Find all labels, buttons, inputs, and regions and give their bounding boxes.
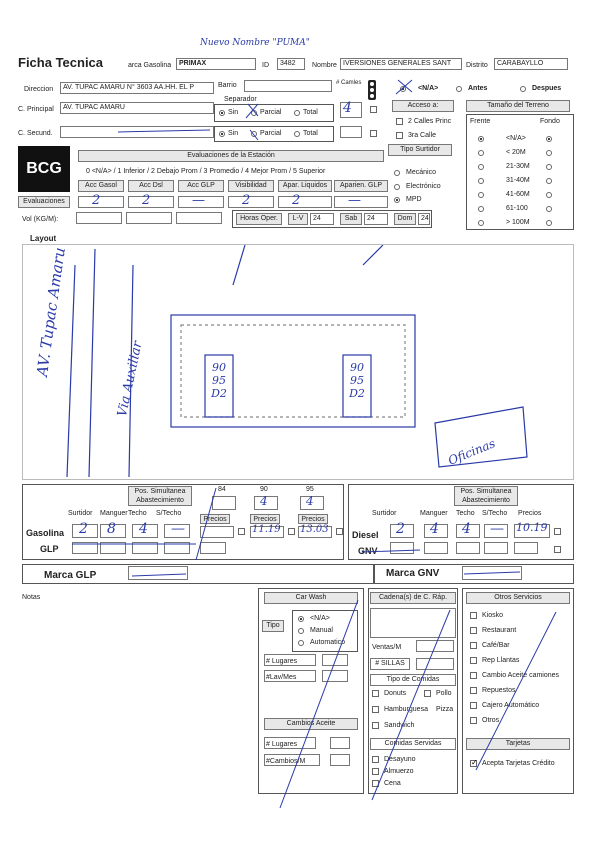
- nombre-field[interactable]: IVERSIONES GENERALES SANT: [340, 58, 462, 70]
- sep2-parcial-label: Parcial: [260, 130, 282, 137]
- diesel-col-label: Surtidor: [372, 510, 397, 517]
- principal-field[interactable]: AV. TUPAC AMARU: [60, 102, 214, 114]
- carwash-option-radio[interactable]: [298, 640, 304, 646]
- glp-value-field[interactable]: [200, 542, 226, 554]
- secund-check[interactable]: [370, 130, 377, 137]
- carwash-option-radio[interactable]: [298, 628, 304, 634]
- diesel-precio-check[interactable]: [554, 528, 561, 535]
- otros-check[interactable]: [470, 642, 477, 649]
- glp-label: GLP: [40, 544, 59, 554]
- status-despues-label: Despues: [532, 85, 562, 92]
- status-antes-radio[interactable]: [456, 86, 462, 92]
- carwash-option-radio[interactable]: [298, 616, 304, 622]
- sep2-parcial-radio[interactable]: [251, 131, 257, 137]
- form-title: Ficha Tecnica: [18, 55, 104, 70]
- otros-label: Cajero Automático: [482, 702, 540, 709]
- marca-label: arca Gasolina: [128, 62, 172, 69]
- lv-field[interactable]: 24: [310, 213, 334, 225]
- fondo-radio[interactable]: [546, 206, 552, 212]
- sep-total-radio[interactable]: [294, 110, 300, 116]
- otros-check[interactable]: [470, 687, 477, 694]
- layout-canvas[interactable]: [22, 244, 574, 480]
- eval-value: 2: [92, 193, 101, 208]
- diesel-precio-value: 10.19: [516, 521, 548, 534]
- eval-value: —: [192, 193, 205, 208]
- cw-lugares-field[interactable]: [264, 654, 316, 666]
- status-na-radio[interactable]: [400, 86, 406, 92]
- vol-field[interactable]: [76, 212, 122, 224]
- eval-col-header: Acc Dsl: [128, 180, 174, 192]
- terreno-row-label: 21-30M: [506, 163, 530, 170]
- cw-lugares2-label: # Lugares: [266, 741, 298, 748]
- marca-gnv-label: Marca GNV: [386, 568, 440, 579]
- gas-precio-label: Precios: [298, 514, 328, 524]
- tipo-comida-check[interactable]: [372, 722, 379, 729]
- marca-gnv-field[interactable]: [462, 566, 522, 580]
- cw-cambios-field[interactable]: [264, 754, 320, 766]
- fondo-radio[interactable]: [546, 220, 552, 226]
- servida-check[interactable]: [372, 768, 379, 775]
- eval-value: —: [348, 193, 361, 208]
- camiles-value: 4: [343, 100, 352, 116]
- cadena-header: Cadena(s) de C. Ráp.: [370, 592, 456, 604]
- otros-header: Otros Servicios: [466, 592, 570, 604]
- terreno-row-label: > 100M: [506, 219, 530, 226]
- tipo-comida-label: Sandwich: [384, 722, 415, 729]
- otros-check[interactable]: [470, 672, 477, 679]
- tarjetas-label: Acepta Tarjetas Crédito: [482, 760, 555, 767]
- diesel-col-label: Manguer: [420, 510, 448, 517]
- surtidor-mpd-radio[interactable]: [394, 197, 400, 203]
- terreno-row-label: 31-40M: [506, 177, 530, 184]
- glp-value-field[interactable]: [132, 542, 158, 554]
- gas-value: 4: [139, 521, 148, 537]
- id-field[interactable]: 3482: [277, 58, 305, 70]
- cadena-field[interactable]: [370, 608, 456, 638]
- diesel-value: —: [490, 521, 504, 537]
- otros-label: Repuestos: [482, 687, 516, 694]
- acceso-3ra-label: 3ra Calle: [408, 132, 437, 139]
- carwash-header: Car Wash: [264, 592, 358, 604]
- camiles-check[interactable]: [370, 106, 377, 113]
- gas-col-label: Techo: [128, 510, 147, 517]
- surtidor-mecanico-radio[interactable]: [394, 170, 400, 176]
- frente-radio[interactable]: [478, 220, 484, 226]
- evaluaciones-row-label: Evaluaciones: [18, 196, 70, 208]
- otros-label: Rep Llantas: [482, 657, 520, 664]
- fondo-radio[interactable]: [546, 178, 552, 184]
- otros-check[interactable]: [470, 627, 477, 634]
- oficinas-label: Oficinas: [446, 436, 498, 468]
- carwash-option-label: Automatico: [310, 639, 346, 646]
- sep-parcial-radio[interactable]: [251, 110, 257, 116]
- diesel-value: 4: [462, 521, 471, 537]
- surtidor-header: Tipo Surtidor: [388, 144, 452, 156]
- cw-lugares-value[interactable]: [322, 654, 348, 666]
- servida-label: Cena: [384, 780, 401, 787]
- diesel-col-label: Techo: [456, 510, 475, 517]
- evaluaciones-scale: 0 <N/A> / 1 Inferior / 2 Debajo Prom / 3 Promedio / 4 Mejor Prom / 5 Superior: [86, 168, 326, 175]
- acceso-3ra-check[interactable]: [396, 132, 403, 139]
- glp-value-field[interactable]: [100, 542, 126, 554]
- gas-col-label: Surtidor: [68, 510, 93, 517]
- traffic-light-icon: [366, 80, 378, 100]
- tipo-comida-label: Pizza: [436, 706, 454, 713]
- frente-radio[interactable]: [478, 178, 484, 184]
- gas-precio-field[interactable]: [200, 526, 234, 538]
- gas-col-label: Manguer: [100, 510, 128, 517]
- surtidor-mecanico-label: Mecánico: [406, 169, 436, 176]
- cw-lugares2-value[interactable]: [330, 737, 350, 749]
- secund-label: C. Secund.: [18, 130, 53, 137]
- street-via-auxiliar: Via Auxiliar: [115, 339, 146, 419]
- gas-precio-check[interactable]: [288, 528, 295, 535]
- gnv-value-field[interactable]: [390, 542, 414, 554]
- sep-parcial-label: Parcial: [260, 109, 282, 116]
- frente-radio[interactable]: [478, 136, 484, 142]
- vol-field-2[interactable]: [126, 212, 172, 224]
- servida-label: Desayuno: [384, 756, 416, 763]
- gnv-value-field[interactable]: [514, 542, 538, 554]
- diesel-value: 4: [430, 521, 439, 537]
- marca-field[interactable]: PRIMAX: [176, 58, 256, 70]
- servidas-header: Comidas Servidas: [370, 738, 456, 750]
- gas-precio-label: Precios: [200, 514, 230, 524]
- frente-radio[interactable]: [478, 164, 484, 170]
- carwash-option-label: <N/A>: [310, 615, 330, 622]
- eval-value: 2: [142, 193, 151, 208]
- gas-pos-label: Pos. Simultanea Abastecimiento: [128, 486, 192, 506]
- terreno-row-label: <N/A>: [506, 135, 526, 142]
- direccion-label: Direccion: [24, 86, 54, 93]
- tipo-comida-check[interactable]: [372, 706, 379, 713]
- terreno-panel: [466, 114, 574, 230]
- frente-radio[interactable]: [478, 150, 484, 156]
- status-despues-radio[interactable]: [520, 86, 526, 92]
- otros-check[interactable]: [470, 702, 477, 709]
- gas-precio-value: 11.19: [252, 524, 281, 535]
- secund-extra-field[interactable]: [340, 126, 362, 138]
- gnv-value-field[interactable]: [424, 542, 448, 554]
- sep-sin-label: Sin: [228, 109, 239, 116]
- gas-value: —: [171, 521, 185, 537]
- tarjetas-header: Tarjetas: [466, 738, 570, 750]
- terreno-header: Tamaño del Terreno: [466, 100, 570, 112]
- sep2-sin-label: Sin: [228, 130, 239, 137]
- fondo-radio[interactable]: [546, 136, 552, 142]
- otros-label: Restaurant: [482, 627, 517, 634]
- gas-precio-check[interactable]: [336, 528, 343, 535]
- evaluaciones-header: Evaluaciones de la Estación: [78, 150, 384, 162]
- octane-field[interactable]: [212, 496, 236, 510]
- distrito-label: Distrito: [466, 62, 488, 69]
- fondo-radio[interactable]: [546, 150, 552, 156]
- glp-value-field[interactable]: [164, 542, 190, 554]
- glp-value-field[interactable]: [72, 542, 98, 554]
- separador-label: Separador: [224, 96, 257, 103]
- nombre-label: Nombre: [312, 62, 337, 69]
- sillas-value[interactable]: [416, 658, 454, 670]
- acceso-2calles-label: 2 Calles Princ: [408, 118, 452, 125]
- fondo-radio[interactable]: [546, 192, 552, 198]
- cw-lugares2-field[interactable]: [264, 737, 316, 749]
- gas-col-label: S/Techo: [156, 510, 182, 517]
- otros-label: Kiosko: [482, 612, 504, 619]
- fondo-radio[interactable]: [546, 164, 552, 170]
- servida-label: Almuerzo: [384, 768, 414, 775]
- octane-label: 95: [306, 486, 314, 493]
- ventas-value[interactable]: [416, 640, 454, 652]
- eval-value: 2: [292, 193, 301, 208]
- pump-island-2: 90 95 D2: [349, 361, 365, 400]
- status-na-label: <N/A>: [418, 85, 439, 92]
- sab-field[interactable]: 24: [364, 213, 388, 225]
- otros-label: Otros: [482, 717, 500, 724]
- acceso-header: Acceso a:: [392, 100, 454, 112]
- camiles-label: # Camles: [336, 80, 362, 86]
- vol-label: Vol (KG/M):: [22, 216, 59, 223]
- otros-check[interactable]: [470, 612, 477, 619]
- terreno-row-label: 61-100: [506, 205, 528, 212]
- eval-value: 2: [242, 193, 251, 208]
- eval-col-header: Visibilidad: [228, 180, 274, 192]
- diesel-col-label: S/Techo: [482, 510, 508, 517]
- terreno-row-label: 41-60M: [506, 191, 530, 198]
- tipo-comida-label: Donuts: [384, 690, 407, 697]
- frente-radio[interactable]: [478, 206, 484, 212]
- lv-label: L-V: [288, 213, 308, 225]
- sillas-label: # SILLAS: [370, 658, 410, 670]
- eval-value-field[interactable]: [278, 196, 332, 208]
- carwash-option-label: Manual: [310, 627, 333, 634]
- cambios-header: Cambios Aceite: [264, 718, 358, 730]
- sep-sin-radio[interactable]: [219, 110, 225, 116]
- surtidor-mpd-label: MPD: [406, 196, 422, 203]
- gas-precio-value: 13.03: [300, 524, 329, 535]
- eval-value-field[interactable]: [128, 196, 174, 208]
- tipo-comida-label: Hamburguesa: [384, 706, 428, 713]
- surtidor-electronico-radio[interactable]: [394, 184, 400, 190]
- cw-lavmes-label: #Lav/Mes: [266, 674, 297, 681]
- gnv-value-field[interactable]: [484, 542, 508, 554]
- ventas-label: Ventas/M: [372, 644, 402, 651]
- diesel-pos-label: Pos. Simultanea Abastecimiento: [454, 486, 518, 506]
- eval-col-header: Apar. Liquidos: [278, 180, 332, 192]
- tipo-comida-label: Pollo: [436, 690, 452, 697]
- frente-label: Frente: [470, 118, 491, 125]
- pump-island-1: 90 95 D2: [211, 361, 227, 400]
- eval-value-field[interactable]: [78, 196, 124, 208]
- barrio-label: Barrio: [218, 82, 237, 89]
- sep-total-label: Total: [303, 109, 318, 116]
- tipo-comida-check[interactable]: [372, 690, 379, 697]
- servida-check[interactable]: [372, 756, 379, 763]
- gas-precio-check[interactable]: [238, 528, 245, 535]
- status-antes-label: Antes: [468, 85, 488, 92]
- id-label: ID: [262, 62, 269, 69]
- eval-col-header: Acc Gasol: [78, 180, 124, 192]
- notas-label: Notas: [22, 594, 41, 601]
- handwritten-new-name: Nuevo Nombre "PUMA": [200, 38, 310, 48]
- tipo-comida-check[interactable]: [424, 690, 431, 697]
- sep2-total-label: Total: [303, 130, 318, 137]
- street-tupac-amaru: AV. Tupac Amaru: [33, 246, 69, 378]
- gas-value: 2: [79, 521, 88, 537]
- eval-col-header: Acc GLP: [178, 180, 224, 192]
- direccion-field[interactable]: AV. TUPAC AMARU N° 3603 AA.HH. EL P: [60, 82, 214, 94]
- eval-col-header: Aparien. GLP: [334, 180, 388, 192]
- otros-label: Café/Bar: [482, 642, 510, 649]
- terreno-row-label: < 20M: [506, 149, 526, 156]
- dom-label: Dom: [394, 213, 416, 225]
- frente-radio[interactable]: [478, 192, 484, 198]
- cw-cambios-value[interactable]: [330, 754, 350, 766]
- dom-field[interactable]: 24: [418, 213, 430, 225]
- diesel-label: Diesel: [352, 530, 379, 540]
- distrito-field[interactable]: CARABAYLLO: [494, 58, 568, 70]
- horas-label: Horas Oper.: [236, 213, 282, 225]
- octane-label: 90: [260, 486, 268, 493]
- diesel-value: 2: [396, 521, 405, 537]
- marca-glp-field[interactable]: [128, 566, 188, 580]
- barrio-field[interactable]: [244, 80, 332, 92]
- bcg-logo: BCG: [18, 146, 70, 192]
- eval-value-field[interactable]: [228, 196, 274, 208]
- otros-check[interactable]: [470, 717, 477, 724]
- carwash-tipo-label: Tipo: [262, 620, 284, 632]
- sab-label: Sab: [340, 213, 362, 225]
- secund-field[interactable]: [60, 126, 214, 138]
- layout-title: Layout: [30, 234, 57, 243]
- principal-label: C. Principal: [18, 106, 54, 113]
- acceso-2calles-check[interactable]: [396, 118, 403, 125]
- cw-cambios-label: #Cambios/M: [266, 758, 306, 765]
- tarjetas-check[interactable]: [470, 760, 477, 767]
- gas-value: 8: [107, 521, 116, 537]
- cw-lavmes-field[interactable]: [264, 670, 316, 682]
- cw-lavmes-value[interactable]: [322, 670, 348, 682]
- otros-check[interactable]: [470, 657, 477, 664]
- gasolina-label: Gasolina: [26, 528, 65, 538]
- octane-value: 4: [260, 494, 268, 508]
- servida-check[interactable]: [372, 780, 379, 787]
- sep2-total-radio[interactable]: [294, 131, 300, 137]
- diesel-col-label: Precios: [518, 510, 542, 517]
- gas-precio-label: Precios: [250, 514, 280, 524]
- tipo-comidas-header: Tipo de Comidas: [370, 674, 456, 686]
- gnv-value-field[interactable]: [456, 542, 480, 554]
- gnv-check[interactable]: [554, 546, 561, 553]
- octane-value: 4: [306, 494, 314, 508]
- otros-label: Cambio Aceite camiones: [482, 672, 560, 679]
- cw-lugares-label: # Lugares: [266, 658, 298, 665]
- fondo-label: Fondo: [540, 118, 560, 125]
- gnv-label: GNV: [358, 546, 378, 556]
- eval-value-field[interactable]: [334, 196, 388, 208]
- sep2-sin-radio[interactable]: [219, 131, 225, 137]
- surtidor-electronico-label: Electrónico: [406, 183, 441, 190]
- vol-field-3[interactable]: [176, 212, 222, 224]
- octane-label: 84: [218, 486, 226, 493]
- marca-glp-label: Marca GLP: [44, 570, 97, 581]
